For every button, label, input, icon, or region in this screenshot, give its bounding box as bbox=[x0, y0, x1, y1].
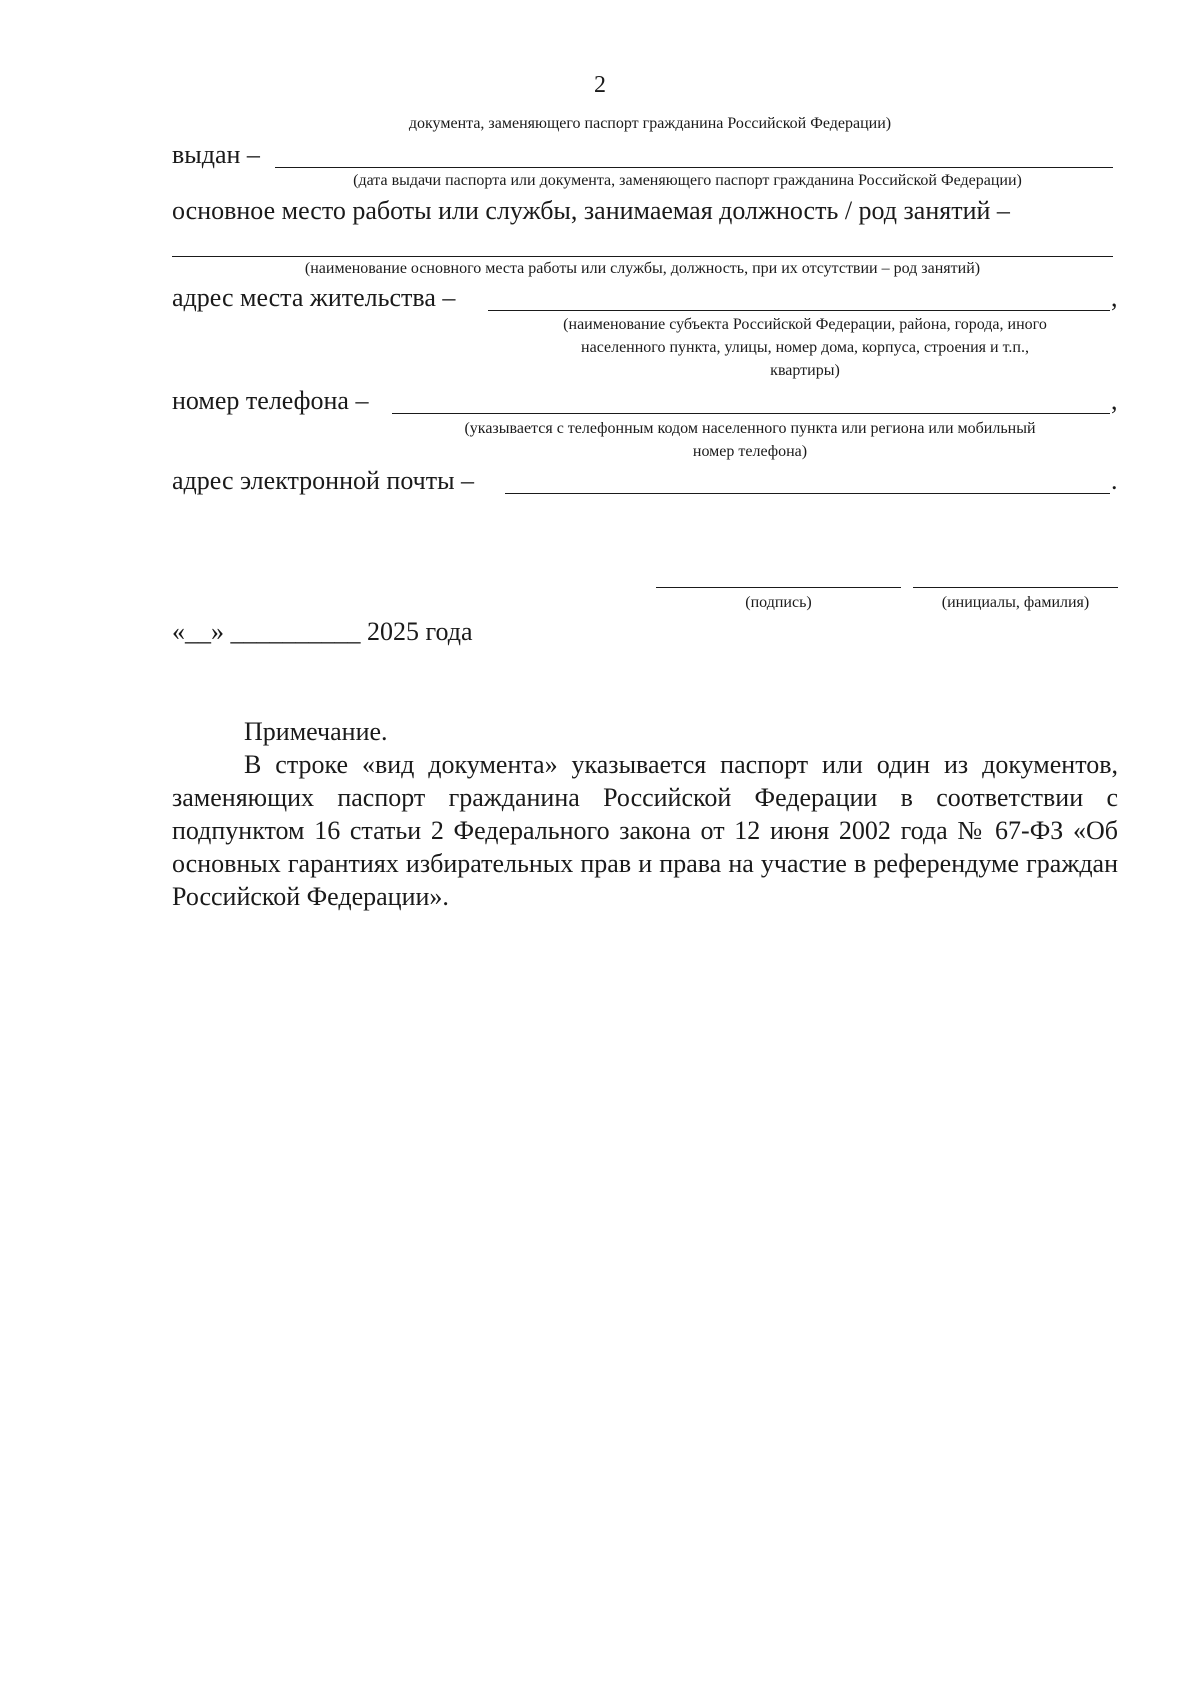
workplace-label: основное место работы или службы, занимаемая должность / род занятий – bbox=[172, 196, 1010, 225]
date-close-quote: » bbox=[211, 617, 224, 646]
workplace-caption: (наименование основного места работы или службы, должность, при их отсутствии – род занятий) bbox=[304, 260, 981, 277]
address-caption-line-3: квартиры) bbox=[770, 362, 840, 379]
issued-field-line[interactable] bbox=[275, 167, 1113, 168]
note-paragraph: В строке «вид документа» указывается паспорт или один из документов, заменяющих паспорт гражданина Российской Федерации в соответствии с подпунктом 16 статьи 2 Федерального закона от 12 июня 2002 года № 67-ФЗ «Об основных гарантиях избирательных прав и права на участие в референдуме граждан Российской Федерации». bbox=[172, 750, 1118, 911]
email-field-line[interactable] bbox=[505, 493, 1110, 494]
date-day-blank[interactable]: __ bbox=[185, 617, 211, 646]
date-year-text: 2025 года bbox=[367, 617, 473, 646]
signature-line[interactable] bbox=[656, 587, 901, 588]
date-month-blank[interactable]: __________ bbox=[230, 617, 361, 646]
issued-caption: (дата выдачи паспорта или документа, заменяющего паспорт гражданина Российской Федерации) bbox=[353, 172, 1022, 189]
phone-caption-line-2: номер телефона) bbox=[692, 443, 808, 460]
name-caption: (инициалы, фамилия) bbox=[941, 594, 1090, 611]
issued-label: выдан – bbox=[172, 140, 260, 169]
phone-field-line[interactable] bbox=[392, 413, 1110, 414]
address-label: адрес места жительства – bbox=[172, 283, 456, 312]
email-trailing-period: . bbox=[1111, 466, 1118, 495]
address-field-line[interactable] bbox=[488, 310, 1110, 311]
signature-caption: (подпись) bbox=[745, 594, 812, 611]
phone-label: номер телефона – bbox=[172, 386, 369, 415]
address-caption-line-2: населенного пункта, улицы, номер дома, корпуса, строения и т.п., bbox=[581, 339, 1029, 356]
header-caption: документа, заменяющего паспорт гражданина Российской Федерации) bbox=[408, 115, 892, 132]
name-line[interactable] bbox=[913, 587, 1118, 588]
phone-caption-line-1: (указывается с телефонным кодом населенного пункта или региона или мобильный bbox=[464, 420, 1036, 437]
email-label: адрес электронной почты – bbox=[172, 466, 475, 495]
date-open-quote: « bbox=[172, 617, 185, 646]
address-caption-line-1: (наименование субъекта Российской Федерации, района, города, иного bbox=[563, 316, 1047, 333]
page-number: 2 bbox=[594, 72, 606, 98]
phone-trailing-comma: , bbox=[1111, 386, 1118, 415]
note-title: Примечание. bbox=[244, 717, 388, 746]
workplace-field-line[interactable] bbox=[172, 256, 1113, 257]
address-trailing-comma: , bbox=[1111, 283, 1118, 312]
date-line bbox=[172, 617, 473, 647]
